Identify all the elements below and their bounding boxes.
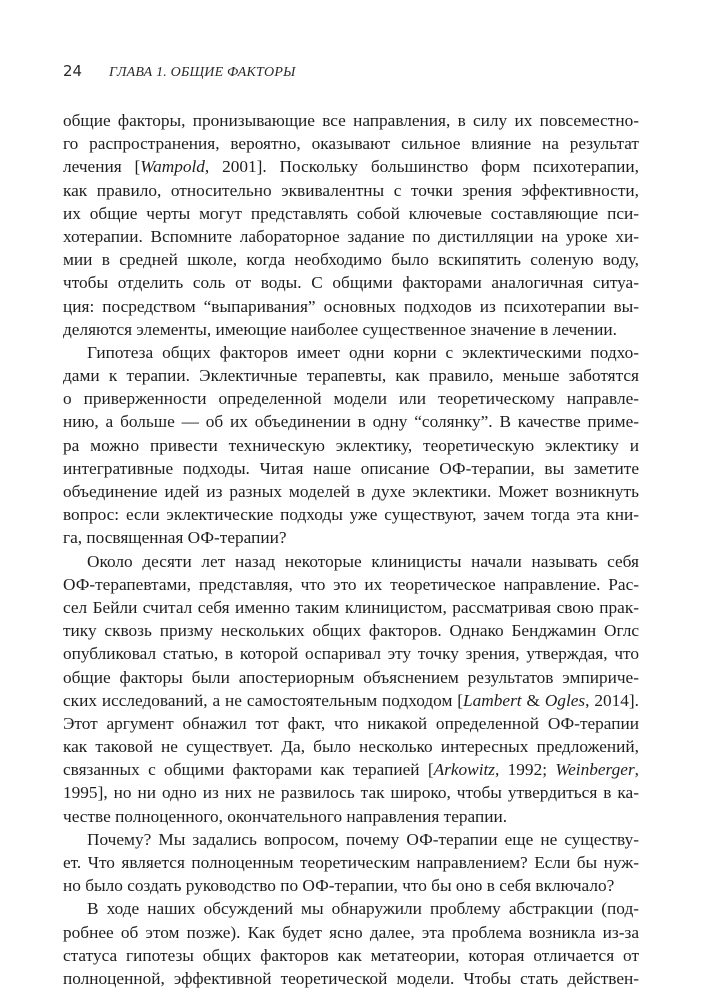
text-line: связанных с общими факторами как терапией [Arkowitz, 1992; Weinberger, (63, 760, 639, 780)
text-line: В ходе наших обсуждений мы обнаружили проблему абстракции (под- (87, 899, 639, 919)
paragraph (63, 341, 639, 550)
chapter-title: ГЛАВА 1. ОБЩИЕ ФАКТОРЫ (109, 65, 296, 80)
paragraph (63, 550, 639, 828)
book-page (63, 62, 639, 990)
paragraph (63, 109, 639, 341)
text-line: статуса гипотезы общих факторов как метатеории, которая отличается от (63, 945, 639, 965)
text-line: сел Бейли считал себя именно таким клиницистом, рассматривая свою прак- (63, 597, 639, 617)
text-line: как таковой не существует. Да, было несколько интересных предложений, (63, 737, 639, 757)
text-line: го распространения, вероятно, оказывают сильное влияние на результат (63, 134, 639, 154)
text-line: о приверженности определенной модели или теоретическому направле- (63, 389, 639, 409)
text-line: тику сквозь призму нескольких общих факторов. Однако Бенджамин Оглс (63, 621, 639, 641)
text-line: ОФ-терапевтами, представляя, что это их теоретическое направление. Рас- (63, 574, 639, 594)
text-line: Около десяти лет назад некоторые клиницисты начали называть себя (87, 551, 639, 571)
text-line: опубликовал статью, в которой оспаривал эту точку зрения, утверждая, что (63, 644, 639, 664)
citation-author: Ogles (544, 690, 586, 710)
text-line: Гипотеза общих факторов имеет одни корни с эклектическими подхо- (87, 342, 639, 362)
text-line: честве полноценного, окончательного направления терапии. (63, 806, 508, 826)
text-line: ских исследований, а не самостоятельным подходом [Lambert & Ogles, 2014]. (63, 690, 639, 710)
citation-author: Arkowitz (433, 760, 496, 780)
text-line: общие факторы были апостериорным объяснением результатов эмпириче- (63, 667, 639, 687)
text-line: хотерапии. Вспомните лабораторное задание по дистилляции на уроке хи- (63, 226, 639, 246)
running-head (63, 62, 639, 88)
text-line: вопрос: если эклектические подходы уже существуют, зачем тогда эта кни- (63, 505, 639, 525)
citation-author: Wampold (140, 157, 205, 177)
text-line: Почему? Мы задались вопросом, почему ОФ-терапии еще не существу- (87, 829, 639, 849)
text-line: но было создать руководство по ОФ-терапии, что бы оно в себя включало? (63, 876, 615, 896)
text-line: 1995], но ни одно из них не развилось так широко, чтобы утвердиться в ка- (63, 783, 639, 803)
text-line: общие факторы, пронизывающие все направления, в силу их повсеместно- (63, 111, 639, 130)
text-line: деляются элементы, имеющие наиболее существенное значение в лечении. (63, 319, 617, 339)
text-line: ра можно привести техническую эклектику, теоретическую эклектику и (63, 435, 639, 455)
page-number: 24 (63, 62, 83, 80)
text-line: Этот аргумент обнажил тот факт, что никакой определенной ОФ-терапии (63, 713, 639, 733)
text-line: ция: посредством “выпаривания” основных подходов из психотерапии вы- (63, 296, 639, 316)
text-line: робнее об этом позже). Как будет ясно далее, эта проблема возникла из-за (63, 922, 639, 942)
citation-author: Lambert (463, 690, 522, 710)
text-line: га, посвященная ОФ-терапии? (63, 528, 287, 548)
paragraph (63, 828, 639, 898)
text-line: объединение идей из разных моделей в духе эклектики. Может возникнуть (63, 482, 639, 501)
citation-author: Weinberger (555, 760, 635, 780)
text-line: дами к терапии. Эклектичные терапевты, как правило, меньше заботятся (63, 366, 639, 386)
text-line: чтобы отделить соль от воды. С общими факторами аналогичная ситуа- (63, 273, 639, 293)
text-line: мии в средней школе, когда необходимо было вскипятить соленую воду, (63, 250, 639, 270)
body-text (63, 109, 639, 990)
text-line: полноценной, эффективной теоретической модели. Чтобы стать действен- (63, 968, 639, 988)
text-line: ет. Что является полноценным теоретическим направлением? Если бы нуж- (63, 853, 639, 872)
text-line: лечения [Wampold, 2001]. Поскольку большинство форм психотерапии, (63, 157, 639, 177)
text-line: их общие черты могут представлять собой ключевые составляющие пси- (63, 203, 639, 223)
text-line: интегративные подходы. Читая наше описание ОФ-терапии, вы заметите (63, 458, 639, 478)
text-line: как правило, относительно эквивалентны с точки зрения эффективности, (63, 180, 639, 200)
paragraph (63, 897, 639, 990)
text-line: нию, а больше — об их объединении в одну “солянку”. В качестве приме- (63, 412, 639, 432)
